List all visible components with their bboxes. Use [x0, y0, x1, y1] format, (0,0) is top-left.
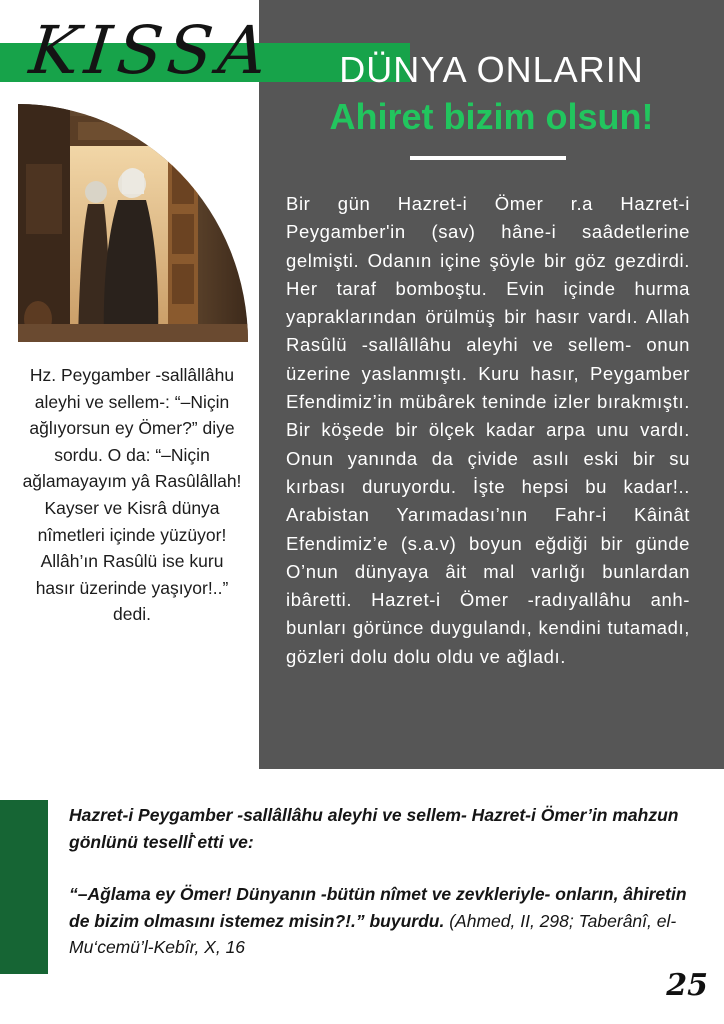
story-text: Bir gün Hazret-i Ömer r.a Hazret-i Peygamber'in (sav) hâne-i saâdetlerine gelmişti. Odanın içine şöyle bir göz gezdirdi. Her taraf bomboştu. Evin içinde hurma yapraklarından örülmüş bir hasır vardı. Allah Rasûlü -sallâllâhu aleyhi ve sellem- onun üzerine yaslanmıştı. Kuru hasır, Peygamber Efendimiz’in mübârek teninde izler bırakmıştı. Bir köşede bir ölçek kadar arpa unu vardı. Onun yanında da çivide asılı eski bir su kırbası duruyordu. İşte hepsi bu kadar!.. Arabistan Yarımadası’nın Fahr-i Kâinât Efendimiz’e (s.a.v) boyun eğdiği bir günde O’nun dünyaya âit mal varlığı bunlardan ibâretti. Hazret-i Ömer -radıyallâhu anh- bunları görünce duygulandı, kendini tutamadı, gözleri dolu dolu oldu ve ağladı. — [286, 193, 690, 667]
quote-accent-stripe — [0, 800, 48, 974]
quote-source: (Ahmed, II, 298; Taberânî, el-Mu‘cemü’l-Kebîr, X, 16 — [69, 910, 677, 957]
section-label: KISSA — [26, 12, 277, 89]
closing-quote — [69, 802, 709, 961]
title-divider — [410, 156, 566, 160]
page-number: 25 — [666, 968, 708, 1003]
illustration-photo — [18, 104, 248, 342]
photo-caption: Hz. Peygamber -sallâllâhu aleyhi ve sellem-: “–Niçin ağlıyorsun ey Ömer?” diye sordu. O da: “–Niçin ağlamayayım yâ Rasûlâllah! Kayser ve Kisrâ dünya nîmetleri içinde yüzüyor! Allâh’ın Rasûlü ise kuru hasır üzerinde yaşıyor!..” dedi. — [22, 365, 242, 625]
headline-line2: Ahiret bizim olsun! — [329, 96, 654, 137]
quote-intro: Hazret-i Peygamber -sallâllâhu aleyhi ve sellem- Hazret-i Ömer’in mahzun gönlünü teselli̇̂ etti ve: — [69, 805, 679, 852]
doorway-figures-illustration — [18, 104, 248, 342]
headline-line1: DÜNYA ONLARIN — [339, 49, 644, 90]
quote-speech: “–Ağlama ey Ömer! Dünyanın -bütün nîmet ve zevkleriyle- onların, âhiretin de bizim olmasını istemez misin?!.” buyurdu. — [69, 884, 687, 931]
